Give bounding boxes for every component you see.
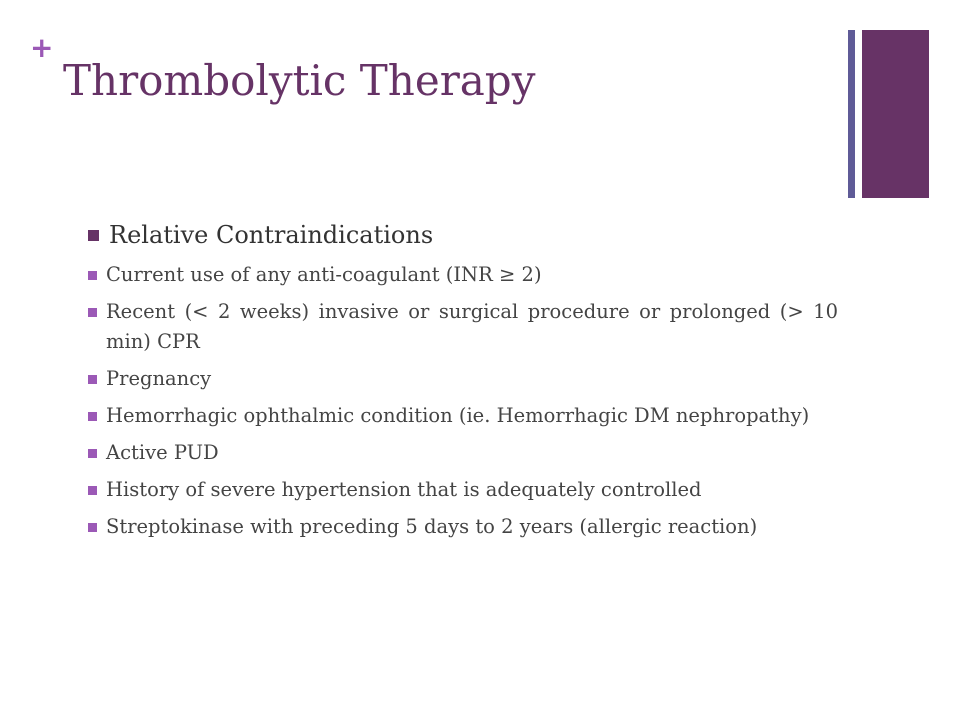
square-bullet-icon [88,375,97,384]
bullet-heading [88,218,838,252]
contraindication-list [88,260,838,542]
slide-title: Thrombolytic Therapy [63,56,536,105]
list-item-text: Current use of any anti-coagulant (INR ≥ 2) [106,263,542,286]
square-bullet-icon [88,308,97,317]
square-bullet-icon [88,449,97,458]
list-item [88,512,838,542]
list-item-text: Hemorrhagic ophthalmic condition (ie. Hemorrhagic DM nephropathy) [106,404,810,427]
square-bullet-icon [88,271,97,280]
accent-bar-thick [862,30,929,198]
slide-body [88,218,838,549]
square-bullet-icon [88,412,97,421]
list-item [88,297,838,357]
list-item [88,260,838,290]
list-item-text: Pregnancy [106,367,212,390]
list-item-text: Recent (< 2 weeks) invasive or surgical procedure or prolonged (> 10 min) CPR [106,300,838,353]
section-heading: Relative Contraindications [109,221,434,249]
accent-bar-thin [848,30,855,198]
square-bullet-icon [88,230,99,241]
square-bullet-icon [88,486,97,495]
square-bullet-icon [88,523,97,532]
list-item [88,438,838,468]
list-item-text: History of severe hypertension that is adequately controlled [106,478,702,501]
list-item [88,401,838,431]
list-item [88,475,838,505]
list-item-text: Streptokinase with preceding 5 days to 2 years (allergic reaction) [106,515,758,538]
plus-icon: + [30,31,54,64]
list-item [88,364,838,394]
list-item-text: Active PUD [106,441,219,464]
